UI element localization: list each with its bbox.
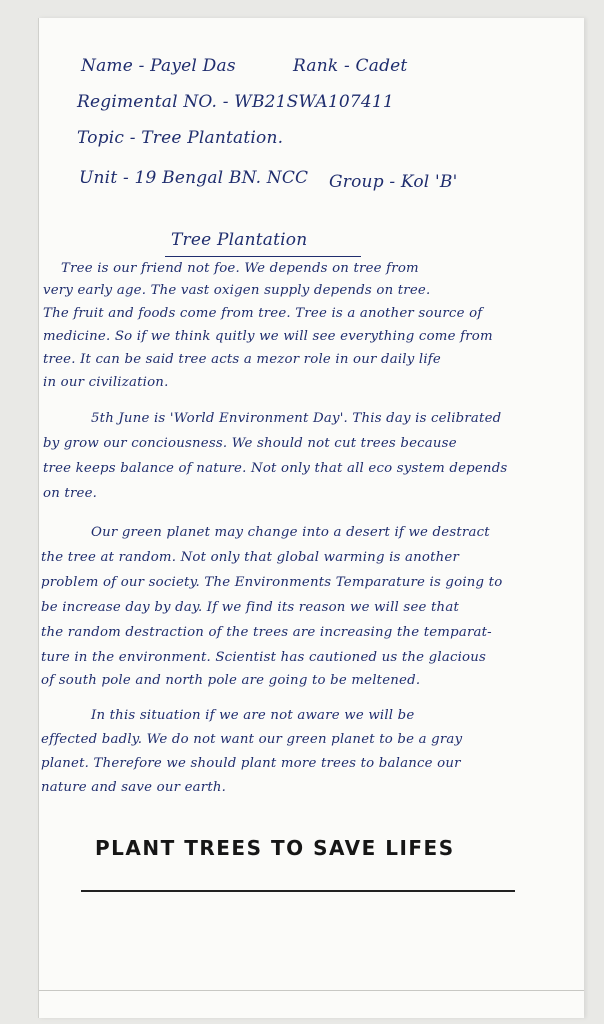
paragraph-line: ture in the environment. Scientist has cautioned us the glacious <box>41 650 487 665</box>
paragraph-line: The fruit and foods come from tree. Tree is a another source of <box>43 306 483 321</box>
paragraph-line: Tree is our friend not foe. We depends on tree from <box>61 261 419 276</box>
paragraph-line: very early age. The vast oxigen supply depends on tree. <box>43 283 431 298</box>
topic-line: Topic - Tree Plantation. <box>77 128 284 148</box>
paragraph-line: 5th June is 'World Environment Day'. This day is celibrated <box>91 411 502 426</box>
notebook-page <box>38 18 584 1018</box>
unit-line: Unit - 19 Bengal BN. NCC <box>79 168 309 188</box>
paragraph-line: the random destraction of the trees are increasing the temparat- <box>41 625 492 640</box>
paragraph-line: of south pole and north pole are going to be meltened. <box>41 673 421 688</box>
slogan-underline <box>81 890 515 892</box>
paragraph-line: In this situation if we are not aware we will be <box>91 708 415 723</box>
paragraph-line: tree keeps balance of nature. Not only that all eco system depends <box>43 461 508 476</box>
page-bottom-rule <box>39 990 584 991</box>
paragraph-line: effected badly. We do not want our green planet to be a gray <box>41 732 463 747</box>
paragraph-line: the tree at random. Not only that global warming is another <box>41 550 460 565</box>
name-line: Name - Payel Das <box>81 56 236 76</box>
slogan: PLANT TREES TO SAVE LIFES <box>95 836 455 860</box>
paragraph-line: Our green planet may change into a desert if we destract <box>91 525 490 540</box>
paragraph-line: by grow our conciousness. We should not cut trees because <box>43 436 457 451</box>
paragraph-line: tree. It can be said tree acts a mezor role in our daily life <box>43 352 441 367</box>
paragraph-line: in our civilization. <box>43 375 169 390</box>
group-line: Group - Kol 'B' <box>329 172 458 192</box>
paragraph-line: be increase day by day. If we find its reason we will see that <box>41 600 459 615</box>
paragraph-line: problem of our society. The Environments Temparature is going to <box>41 575 503 590</box>
rank-line: Rank - Cadet <box>293 56 408 76</box>
paragraph-line: on tree. <box>43 486 98 501</box>
paragraph-line: nature and save our earth. <box>41 780 227 795</box>
essay-title: Tree Plantation <box>171 230 308 250</box>
paragraph-line: medicine. So if we think quitly we will see everything come from <box>43 329 493 344</box>
regimental-number-line: Regimental NO. - WB21SWA107411 <box>77 92 394 112</box>
paragraph-line: planet. Therefore we should plant more trees to balance our <box>41 756 461 771</box>
essay-title-underline <box>165 256 361 257</box>
